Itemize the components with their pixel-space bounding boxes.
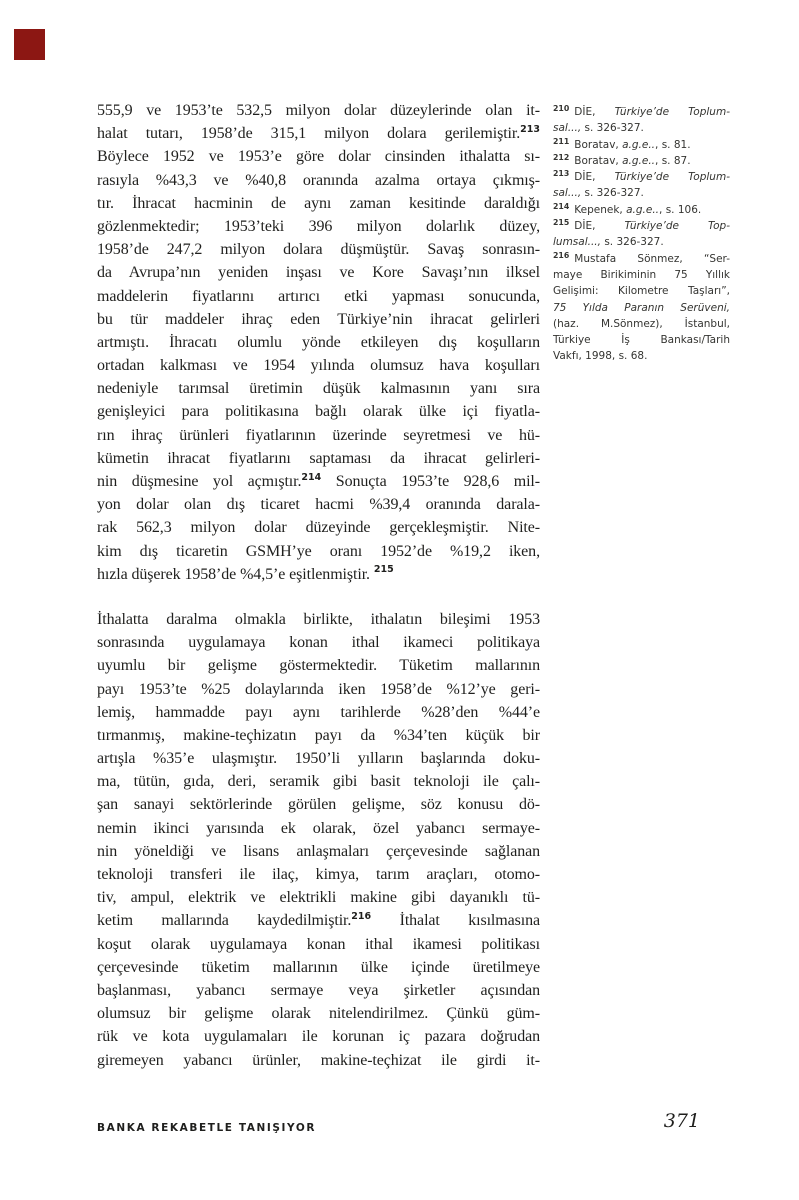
body-line: sonrasında uygulamaya konan ithal ikameci politikaya xyxy=(97,634,540,652)
body-line: bu tür maddeler ihraç eden Türkiye’nin ihracat gelirleri xyxy=(97,310,540,328)
body-line: da Avrupa’nın yeniden inşası ve Kore Savaşı’nın ilksel xyxy=(97,264,540,282)
footnote-reference: 212 xyxy=(553,152,570,162)
footnote-211 xyxy=(553,137,730,153)
body-line: ortadan kalkması ve 1954 yılında olumsuz hava koşulları xyxy=(97,357,540,375)
body-line: 555,9 ve 1953’te 532,5 milyon dolar düzeylerinde olan it- xyxy=(97,102,540,119)
body-line: nin düşmesine yol açmıştır.$^{214}$ Sonuçta 1953’te 928,6 mil- xyxy=(97,471,540,490)
body-line: tiv, ampul, elektrik ve elektrikli makine gibi dayanıklı tü- xyxy=(97,889,540,907)
italic-text: Türkiye’de Top- xyxy=(624,220,730,233)
body-line: çerçevesinde tüketim mallarının ülke içinde üretilmeye xyxy=(97,958,540,976)
sidenote-line: Vakfı, 1998, s. 68. xyxy=(553,350,648,363)
italic-text: a.g.e.. xyxy=(622,138,656,151)
body-line: genişleyici para politikasına bağlı olarak ülke içi fiyatla- xyxy=(97,403,540,421)
body-line: ma, tütün, gıda, deri, seramik gibi basit teknoloji ile çalı- xyxy=(97,773,540,791)
body-text-column xyxy=(97,99,540,1072)
footnote-reference: 213 xyxy=(553,169,570,179)
footnote-reference: 211 xyxy=(553,136,570,146)
body-line: tır. İhracat hacminin de aynı zaman kesitinde daraldığı xyxy=(97,194,540,212)
italic-text: a.g.e.. xyxy=(626,203,660,216)
body-line: İthalatta daralma olmakla birlikte, ithalatın bileşimi 1953 xyxy=(97,610,540,628)
footnote-215 xyxy=(553,218,730,251)
paragraph xyxy=(97,99,540,586)
sidenote-line: $^{216}$ Mustafa Sönmez, “Ser- xyxy=(553,250,730,265)
sidenote-line: lumsal..., s. 326-327. xyxy=(553,236,664,249)
body-line: 1958’de 247,2 milyon dolara düşmüştür. Savaş sonrasın- xyxy=(97,241,540,259)
footnote-reference: 214 xyxy=(301,471,322,483)
body-line: rük ve kota uygulamaları ile korunan iç pazara doğrudan xyxy=(97,1028,540,1046)
body-line: yon dolar olan dış ticaret hacmi %39,4 oranında darala- xyxy=(97,496,540,514)
sidenote-line: Gelişimi: Kilometre Taşları”, xyxy=(553,285,730,298)
sidenote-line: (haz. M.Sönmez), İstanbul, xyxy=(553,317,730,330)
footnote-reference: 215 xyxy=(553,218,570,228)
footnote-216 xyxy=(553,251,730,365)
body-line: nemin ikinci yarısında ek olarak, özel yabancı sermaye- xyxy=(97,819,540,837)
footnote-214 xyxy=(553,202,730,218)
italic-text: sal..., xyxy=(553,122,582,135)
body-line: kümetin ihracat fiyatlarını saptaması da ihracat gelirleri- xyxy=(97,449,540,467)
italic-text: Türkiye’de Toplum- xyxy=(614,171,730,184)
footnotes-column xyxy=(553,104,730,365)
footnote-213 xyxy=(553,169,730,202)
footnote-reference: 215 xyxy=(373,564,394,576)
body-line: koşut olarak uygulamaya konan ithal ikamesi politikası xyxy=(97,935,540,953)
body-line: olumsuz bir gelişme olarak nitelendirilmez. Çünkü güm- xyxy=(97,1005,540,1023)
body-line: ketim mallarında kaydedilmiştir.$^{216}$ İthalat kısılmasına xyxy=(97,910,540,930)
sidenote-line: sal..., s. 326-327. xyxy=(553,122,644,135)
body-line: nedeniyle tarımsal üretimin düşük kalmasının yanı sıra xyxy=(97,380,540,398)
italic-text: lumsal..., xyxy=(553,236,601,249)
sidenote-line: $^{215}$ DİE, Türkiye’de Top- xyxy=(553,218,730,233)
body-line: rak 562,3 milyon dolar düzeyinde gerçekleşmiştir. Nite- xyxy=(97,519,540,537)
body-line: Böylece 1952 ve 1953’e göre dolar cinsinden ithalatta sı- xyxy=(97,148,540,166)
body-line: teknoloji transferi ile ilaç, kimya, tarım araçları, otomo- xyxy=(97,866,540,883)
body-line: halat tutarı, 1958’de 315,1 milyon dolara gerilemiştir.$^{213}$ xyxy=(97,123,540,143)
body-line: giremeyen yabancı ürünler, makine-teçhizat ile girdi it- xyxy=(97,1051,540,1069)
footnote-reference: 216 xyxy=(351,910,372,922)
italic-text: 75 Yılda Paranın Serüveni, xyxy=(553,301,730,314)
footnote-reference: 214 xyxy=(553,201,570,211)
body-line: kim dış ticaretin GSMH’ye oranı 1952’de %19,2 iken, xyxy=(97,542,540,560)
body-line: payı 1953’te %25 dolaylarında iken 1958’de %12’ye geri- xyxy=(97,680,540,698)
sidenote-line: maye Birikiminin 75 Yıllık xyxy=(553,268,730,281)
body-line: artışla %35’e ulaşmıştır. 1950’li yılların başlarında doku- xyxy=(97,750,540,768)
body-line: tırmanmış, makine-teçhizatın payı da %34’ten küçük bir xyxy=(97,726,540,744)
footnote-reference: 213 xyxy=(520,123,540,135)
page-number: 371 xyxy=(663,1110,700,1132)
sidenote-line: $^{214}$ Kepenek, a.g.e.., s. 106. xyxy=(553,201,702,216)
body-line: başlanması, yabancı sermaye veya şirketler açısından xyxy=(97,981,540,999)
paragraph xyxy=(97,608,540,1072)
sidenote-line: Türkiye İş Bankası/Tarih xyxy=(553,334,730,347)
sidenote-line: sal..., s. 326-327. xyxy=(553,187,644,200)
body-line: uyumlu bir gelişme göstermektedir. Tüketim mallarının xyxy=(97,657,540,675)
footnote-210 xyxy=(553,104,730,137)
body-line: artmıştı. İhracatı olumlu yönde etkileyen dış koşulların xyxy=(97,333,540,351)
sidenote-line: $^{213}$ DİE, Türkiye’de Toplum- xyxy=(553,169,730,184)
sidenote-line: $^{210}$ DİE, Türkiye’de Toplum- xyxy=(553,104,730,118)
running-header: BANKA REKABETLE TANIŞIYOR xyxy=(97,1122,317,1134)
body-line: rın ihraç ürünleri fiyatlarının üzerinde seyretmesi ve hü- xyxy=(97,426,540,444)
body-line: gözlenmektedir; 1953’teki 396 milyon dolarlık düzey, xyxy=(97,217,540,235)
footnote-reference: 210 xyxy=(553,104,570,113)
body-line: lemiş, hammadde payı aynı tarihlerde %28’den %44’e xyxy=(97,703,540,721)
body-line: şan sanayi sektörlerinde görülen gelişme, söz konusu dö- xyxy=(97,796,540,814)
corner-marker xyxy=(14,29,45,60)
body-line: rasıyla %43,3 ve %40,8 oranında azalma ortaya çıkmış- xyxy=(97,171,540,189)
body-line: maddelerin fiyatlarını artırıcı etki yapması sonucunda, xyxy=(97,287,540,305)
body-line: nin yöneldiği ve lisans anlaşmaları çerçevesinde sağlanan xyxy=(97,842,540,860)
italic-text: a.g.e.. xyxy=(622,154,656,167)
body-line: hızla düşerek 1958’de %4,5’e eşitlenmiştir. $^{215}$ xyxy=(97,564,394,583)
sidenote-line: $^{211}$ Boratav, a.g.e.., s. 81. xyxy=(553,136,691,151)
sidenote-line: $^{212}$ Boratav, a.g.e.., s. 87. xyxy=(553,152,691,167)
footnote-reference: 216 xyxy=(553,250,570,260)
italic-text: Türkiye’de Toplum- xyxy=(614,106,730,118)
footnote-212 xyxy=(553,153,730,169)
sidenote-line xyxy=(553,300,730,316)
italic-text: sal..., xyxy=(553,187,582,200)
